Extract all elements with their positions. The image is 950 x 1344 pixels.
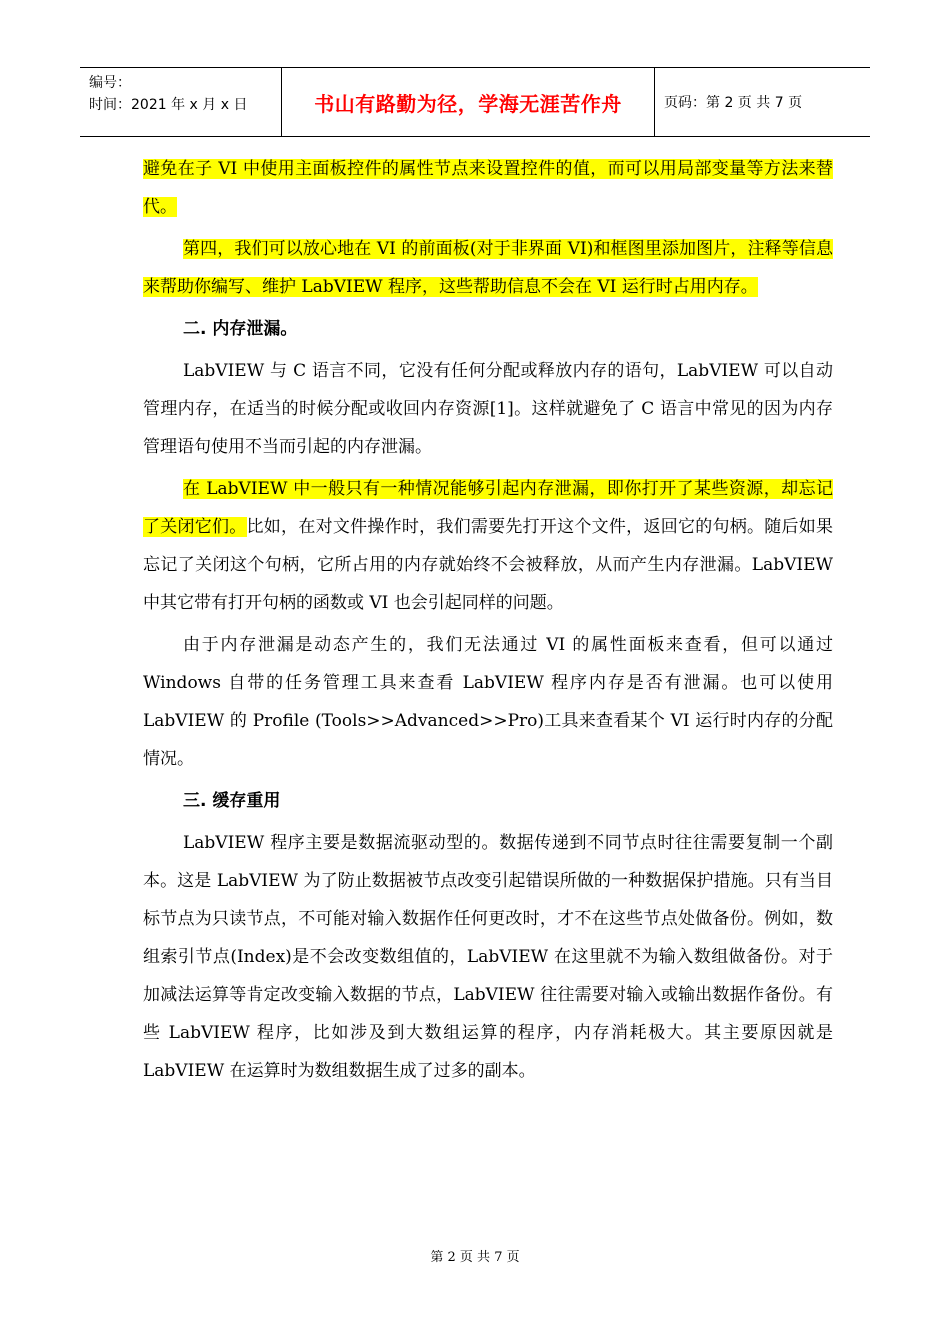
paragraph-2 bbox=[143, 230, 833, 306]
section-heading-memory-leak: 二. 内存泄漏。 bbox=[183, 319, 298, 339]
document-body bbox=[143, 150, 833, 1090]
highlighted-text: 避免在子 VI 中使用主面板控件的属性节点来设置控件的值，而可以用局部变量等方法来替代。 bbox=[143, 159, 833, 217]
paragraph-1 bbox=[143, 150, 833, 226]
highlighted-text: 第四，我们可以放心地在 VI 的前面板(对于非界面 VI)和框图里添加图片，注释等信息来帮助你编写、维护 LabVIEW 程序，这些帮助信息不会在 VI 运行时占用内存。 bbox=[143, 239, 833, 297]
header-meta bbox=[80, 68, 282, 136]
paragraph-4-rest: 比如，在对文件操作时，我们需要先打开这个文件，返回它的句柄。随后如果忘记了关闭这个句柄，它所占用的内存就始终不会被释放，从而产生内存泄漏。LabVIEW 中其它带有打开句柄的函数或 VI 也会引起同样的问题。 bbox=[143, 517, 834, 613]
header-page-info bbox=[654, 68, 870, 136]
header-motto: 书山有路勤为径，学海无涯苦作舟 bbox=[314, 91, 622, 116]
paragraph-3: LabVIEW 与 C 语言不同，它没有任何分配或释放内存的语句，LabVIEW 可以自动管理内存，在适当的时候分配或收回内存资源[1]。这样就避免了 C 语言中常见的因为内存管理语句使用不当而引起的内存泄漏。 bbox=[143, 361, 833, 457]
page-header bbox=[80, 67, 870, 137]
header-page-text: 页码：第 2 页 共 7 页 bbox=[664, 95, 803, 111]
highlighted-text: 在 LabVIEW 中一般只有一种情况能够引起内存泄漏，即你打开了某些资源，却忘记了关闭它们。 bbox=[143, 479, 833, 537]
header-motto-cell bbox=[282, 68, 655, 136]
paragraph-5: 由于内存泄漏是动态产生的，我们无法通过 VI 的属性面板来查看，但可以通过 Windows 自带的任务管理工具来查看 LabVIEW 程序内存是否有泄漏。也可以使用 LabVIEW 的 Profile (Tools>>Advanced>>Pro)工具来查看某个 VI 运行时内存的分配情况。 bbox=[143, 635, 833, 769]
paragraph-6: LabVIEW 程序主要是数据流驱动型的。数据传递到不同节点时往往需要复制一个副本。这是 LabVIEW 为了防止数据被节点改变引起错误所做的一种数据保护措施。只有当目标节点为只读节点，不可能对输入数据作任何更改时，才不在这些节点处做备份。例如，数组索引节点(Index)是不会改变数组值的，LabVIEW 在这里就不为输入数组做备份。对于加减法运算等肯定改变输入数据的节点，LabVIEW 往往需要对输入或输出数据作备份。有些 LabVIEW 程序，比如涉及到大数组运算的程序，内存消耗极大。其主要原因就是 LabVIEW 在运算时为数组数据生成了过多的副本。 bbox=[143, 833, 833, 1081]
section-heading-buffer-reuse: 三. 缓存重用 bbox=[183, 791, 281, 811]
header-number-label: 编号： bbox=[89, 75, 131, 91]
paragraph-4 bbox=[143, 470, 833, 622]
page-footer: 第 2 页 共 7 页 bbox=[430, 1250, 520, 1265]
header-date-label: 时间：2021 年 x 月 x 日 bbox=[89, 97, 248, 113]
